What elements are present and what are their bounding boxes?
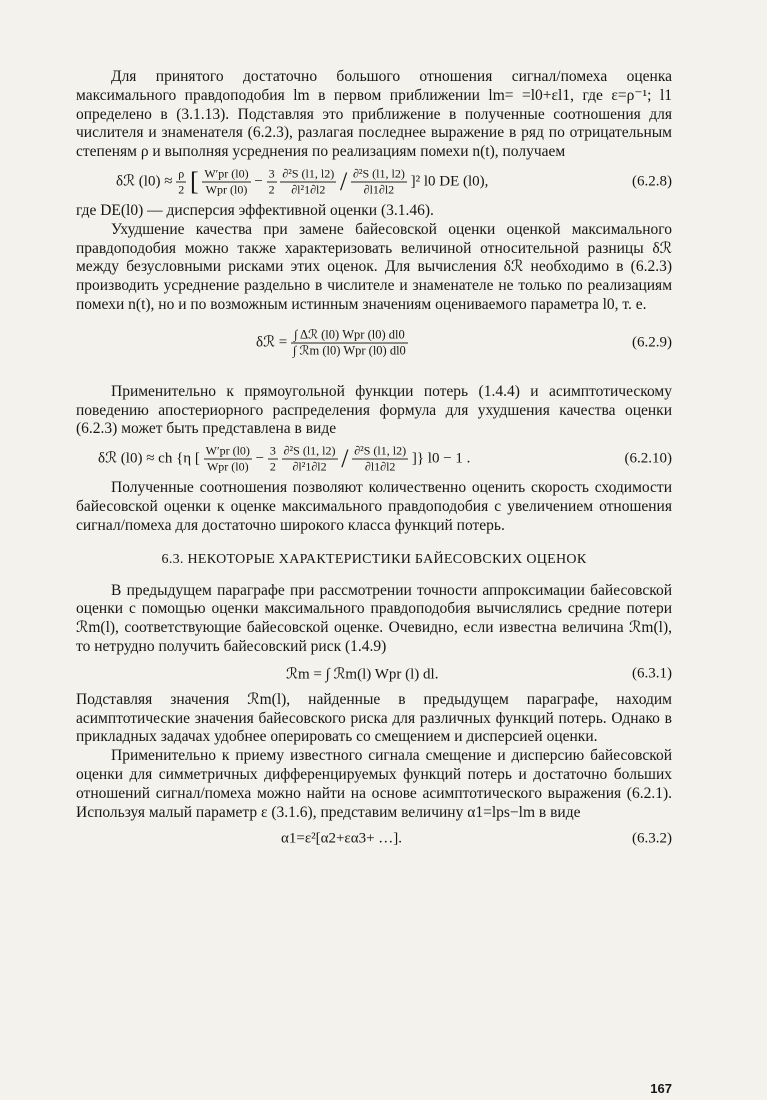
equation-6-2-9: δℛ = $\frac{\text{∫ Δℛ (l0) Wpr (l0) dl0}}{\text{∫ ℛm (l0) Wpr (l0) dl0}}$ (6.2.9): [256, 327, 672, 358]
equation-number: (6.3.1): [632, 665, 672, 682]
page-number: 167: [650, 1081, 672, 1096]
paragraph-1: Для принятого достаточно большого отношения сигнал/помеха оценка максимального правдоподобия lm в первом приближении lm= =l0+εl1, где ε=ρ⁻¹; l1 определено в (3.1.13). Подставляя это приближение в полученные соотношения для числителя и знаменателя (6.2.3), разлагая последнее выражение в ряд по отрицательным степеням ρ и выполняя усреднения по реализациям помехи n(t), получаем: [76, 68, 672, 161]
equation-6-2-8: δℛ (l0) ≈ $\frac{\rho}{2}$ [ $\frac{W'pr (l0)}{\text{Wpr (l0)}}$ − $\frac{3}{2}$ $\frac{\text{∂²S (l1, l2)}}{\text{∂l²1∂l2}}$ / $\frac{\text{∂²S (l1, l2)}}{\partial l1\partial l2}$ ]² l0 DE (l0), (6.2.8): [116, 166, 672, 197]
paragraph-2: где DE(l0) — дисперсия эффективной оценки (3.1.46).: [76, 201, 434, 219]
equation-number: (6.3.2): [632, 830, 672, 847]
page: [76, 68, 672, 1096]
equation-number: (6.2.10): [624, 450, 672, 467]
equation-6-3-2: α1=ε²[α2+εα3+ …]. (6.3.2): [281, 830, 672, 847]
paragraph-3: Ухудшение качества при замене байесовской оценки оценкой максимального правдоподобия можно также характеризовать величиной относительной разницы δℛ между безусловными рисками этих оценок. Для вычисления δℛ необходимо в (6.2.3) производить усреднение раздельно в числителе и знаменателе не только по реализациям помехи n(t), но и по возможным истинным значениям оцениваемого параметра l0, т. е.: [76, 220, 672, 313]
section-heading: 6.3. НЕКОТОРЫЕ ХАРАКТЕРИСТИКИ БАЙЕСОВСКИХ ОЦЕНОК: [161, 551, 587, 567]
paragraph-6: В предыдущем параграфе при рассмотрении точности аппроксимации байесовской оценки с помощью оценки максимального правдоподобия вычислялись средние потери ℛm(l), соответствующие байесовской оценке. Очевидно, если известна величина ℛm(l), то нетрудно получить байесовский риск (1.4.9): [76, 581, 672, 655]
equation-number: (6.2.9): [632, 334, 672, 351]
paragraph-4: Применительно к прямоугольной функции потерь (1.4.4) и асимптотическому поведению апостериорного распределения формула для ухудшения качества оценки (6.2.3) может быть представлена в виде: [76, 382, 672, 438]
equation-6-3-1: ℛm = ∫ ℛm(l) Wpr (l) dl. (6.3.1): [286, 665, 672, 683]
paragraph-5: Полученные соотношения позволяют количественно оценить скорость сходимости байесовской оценки к оценке максимального правдоподобия с увеличением отношения сигнал/помеха для достаточно широкого класса функций потерь.: [76, 479, 672, 534]
paragraph-7: Подставляя значения ℛm(l), найденные в предыдущем параграфе, находим асимптотические значения байесовского риска для различных функций потерь. Однако в прикладных задачах удобнее оперировать со смещением и дисперсией оценки.: [76, 690, 672, 746]
equation-6-2-10: δℛ (l0) ≈ ch {η [ $\frac{W'pr (l0)}{\text{Wpr (l0)}}$ − $\frac{3}{2}$ $\frac{\text{∂²S (l1, l2)}}{\text{∂l²1∂l2}}$ / $\frac{\text{∂²S (l1, l2)}}{\partial l1\partial l2}$ ]} l0 − 1 . (6.2.10): [98, 443, 672, 474]
paragraph-8: Применительно к приему известного сигнала смещение и дисперсию байесовской оценки для симметричных дифференцируемых функций потерь и достаточно больших отношений сигнал/помеха можно найти на основе асимптотического выражения (6.2.1). Используя малый параметр ε (3.1.6), представим величину α1=lps−lm в виде: [76, 747, 672, 821]
equation-number: (6.2.8): [632, 173, 672, 190]
